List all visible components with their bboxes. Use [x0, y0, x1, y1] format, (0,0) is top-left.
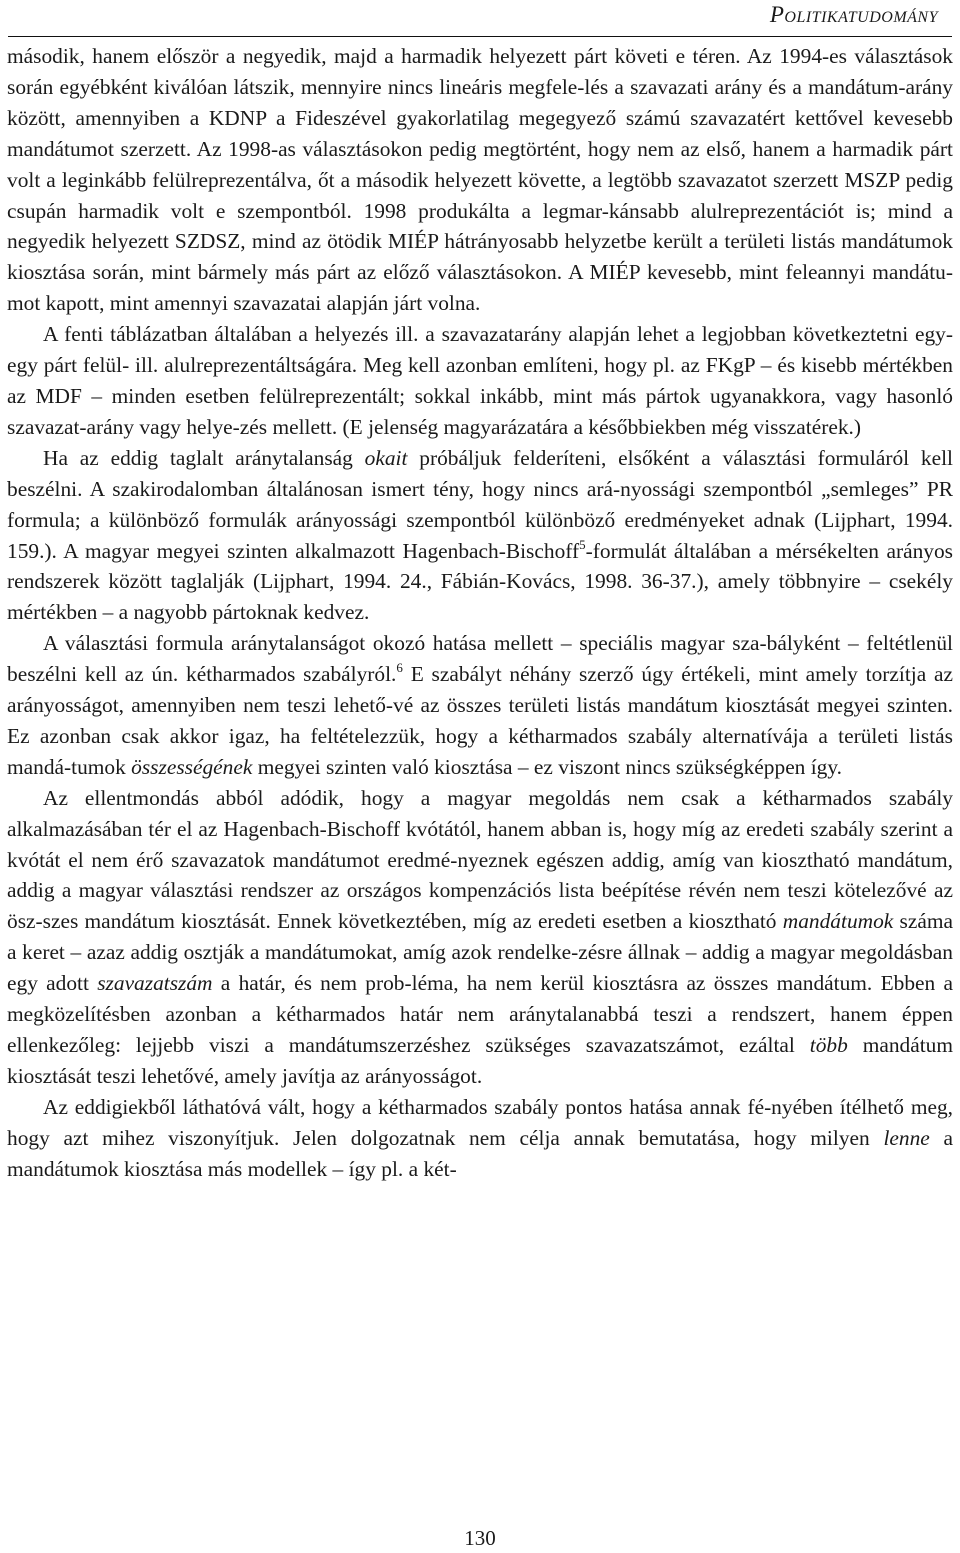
emphasis-text: okait — [364, 445, 408, 470]
text-run: próbáljuk felderíteni, elsőként a választási formuláról kell beszélni. A szakirodalomban általánosan ismert tény, hogy nincs ará-nyossági szempontból „semleges” PR formula; a különböző formulák arányossági szempontból különböző eredményeket adnak (Lijphart, 1994. 159.). A magyar megyei szinten alkalmazott Hagenbach-Bischoff — [7, 445, 953, 563]
footnote-ref: 5 — [579, 536, 586, 552]
paragraph-p3 — [7, 443, 953, 628]
text-run: Az ellentmondás abból adódik, hogy a magyar megoldás nem csak a kétharmados szabály alkalmazásában tér el az Hagenbach-Bischoff kvótától, hanem abban is, hogy míg az eredeti szabály szerint a kvótát el nem érő szavazatok mandátumot eredmé-nyeznek egészen addig, amíg van kiosztható mandátum, addig a magyar választási rendszer az országos kompenzációs lista beépítése révén nem teszi kötelezővé az ösz-szes mandátum kiosztását. Ennek következtében, míg az eredeti esetben a kiosztható — [7, 785, 953, 934]
text-run: Ha az eddig taglalt aránytalanság — [43, 445, 365, 470]
paragraph-p4 — [7, 628, 953, 783]
text-run: második, hanem először a negyedik, majd a harmadik helyezett párt követi e téren. Az 1994-es választások során egyébként kiválóan látszik, mennyire nincs lineáris megfele-lés a szavazati arány és a mandátum-arány között, amennyiben a KDNP a Fideszével gyakorlatilag megegyező számú szavazatért kettővel kevesebb mandátumot szerzett. Az 1998-as választásokon pedig megtörtént, hogy nem az első, hanem a harmadik párt volt a leginkább felülreprezentálva, őt a második helyezett követte, a legtöbb szavazatot szerzett MSZP pedig csupán harmadik volt e szempontból. 1998 produkálta a legmar-kánsabb alulreprezentációt is; mind a negyedik helyezett SZDSZ, mind az ötödik MIÉP hátrányosabb helyzetbe került a területi listás mandátumok kiosztása során, mint bármely más párt az előző választásokon. A MIÉP kevesebb, mint feleannyi mandátu-mot kapott, mint amennyi szavazatai alapján járt volna. — [7, 44, 953, 316]
running-header — [8, 0, 952, 34]
paragraph-p5 — [7, 783, 953, 1092]
emphasis-text: több — [809, 1033, 848, 1057]
text-run: A fenti táblázatban általában a helyezés ill. a szavazatarány alapján lehet a legjobban következtetni egy-egy párt felül- ill. alulreprezentáltságára. Meg kell azonban említeni, hogy pl. az FKgP – és kisebb mértékben az MDF – minden esetben felülreprezentált; sokkal inkább, mint más pártok ugyanakkora, vagy hasonló szavazat-arány vagy helye-zés mellett. (E jelenség magyarázatára a későbbiekben még visszatérek.) — [7, 322, 953, 439]
text-run: A választási formula aránytalanságot okozó hatása mellett – speciális magyar sza-bályként – feltétlenül beszélni kell az ún. kétharmados szabályról. — [7, 631, 953, 687]
journal-title: Politikatudomány — [769, 2, 938, 27]
paragraph-p6 — [7, 1092, 953, 1185]
text-run: -formulát általában a mérsékelten arányos rendszerek között taglalják (Lijphart, 1994. 24., Fábián-Kovács, 1998. 36-37.), amely többnyire – csekély mértékben – a nagyobb pártoknak kedvez. — [7, 538, 953, 625]
emphasis-text: mandátumok — [782, 909, 894, 934]
emphasis-text: szavazatszám — [97, 971, 213, 996]
paragraph-p2 — [7, 319, 953, 443]
text-run: száma a keret – azaz addig osztják a mandátumokat, amíg azok rendelke-zésre állnak – addig a magyar megoldásban egy adott — [7, 909, 953, 996]
emphasis-text: összességének — [131, 754, 253, 779]
article-body — [7, 41, 953, 1185]
paragraph-p1 — [7, 41, 953, 319]
text-run: a mandátumok kiosztása más modellek – így pl. a két- — [7, 1125, 953, 1181]
text-run: E szabályt néhány szerző úgy értékeli, mint amely torzítja az arányosságot, amennyiben nem teszi lehető-vé az összes területi listás mandátum kiosztását megyei szinten. Ez azonban csak akkor igaz, ha feltételezzük, hogy a kétharmados szabály alternatívája a területi listás mandá-tumok — [7, 662, 954, 779]
text-run: Az eddigiekből láthatóvá vált, hogy a kétharmados szabály pontos hatása annak fé-nyében ítélhető meg, hogy azt mihez viszonyítjuk. Jelen dolgozatnak nem célja annak bemutatása, hogy milyen — [7, 1094, 953, 1150]
emphasis-text: lenne — [883, 1125, 930, 1150]
footnote-ref: 6 — [396, 660, 403, 676]
text-run: megyei szinten való kiosztása – ez viszont nincs szükségképpen így. — [252, 754, 843, 779]
text-run: a határ, és nem prob-léma, ha nem kerül kiosztásra az összes mandátum. Ebben a megközelítésben azonban a kétharmados határ nem aránytalanabbá teszi a rendszert, hanem éppen ellenkezőleg: lejjebb viszi a mandátumszerzéshez szükséges szavazatszámot, ezáltal — [7, 971, 953, 1057]
header-rule — [8, 36, 952, 37]
text-run: mandátum kiosztását teszi lehetővé, amely javítja az arányosságot. — [7, 1033, 953, 1088]
page-number: 130 — [464, 1526, 496, 1550]
